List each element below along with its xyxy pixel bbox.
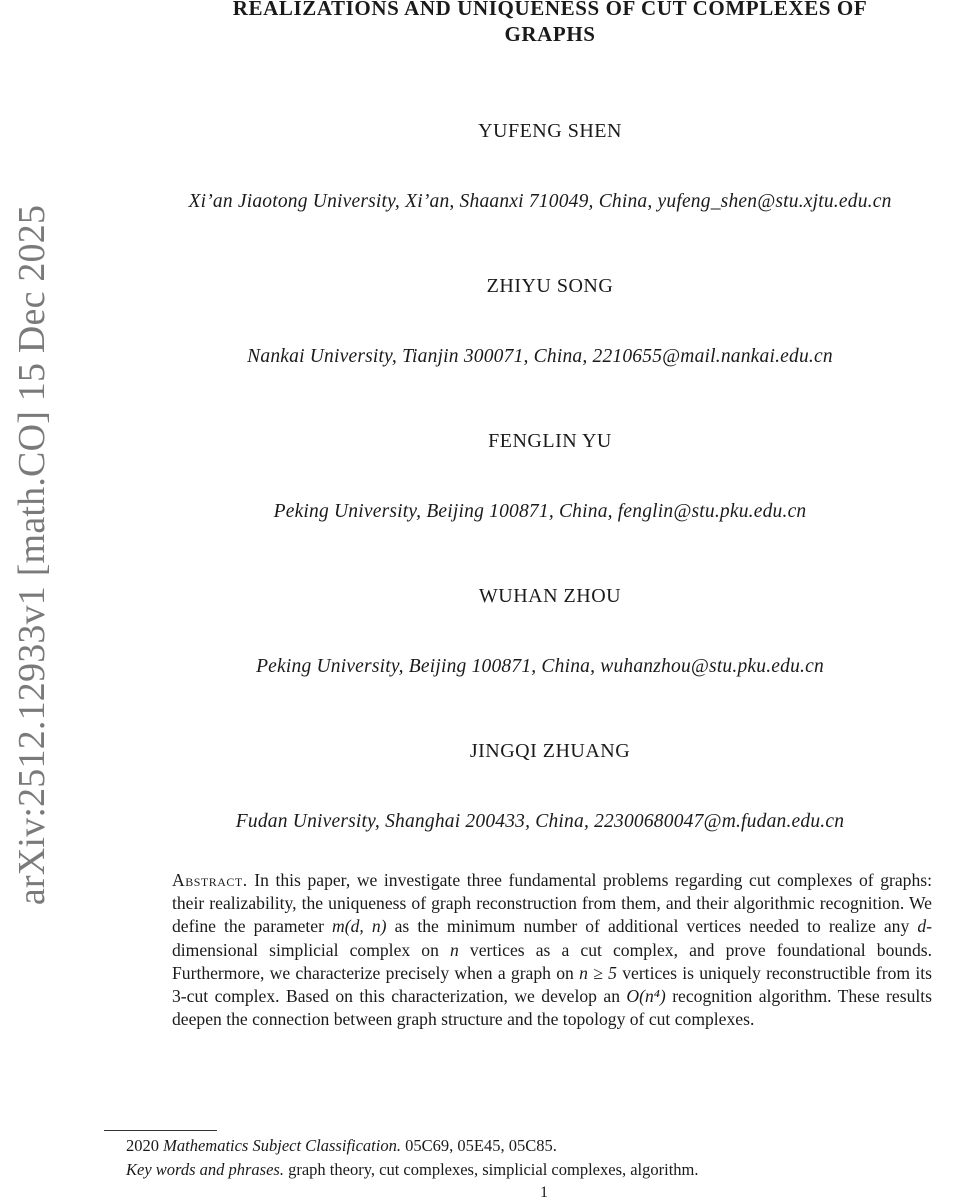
author-affiliation: Xi’an Jiaotong University, Xi’an, Shaanxi 710049, China, yufeng_shen@stu.xjtu.edu.cn: [188, 191, 892, 212]
page-number: 1: [540, 1184, 548, 1201]
title-line-1: REALIZATIONS AND UNIQUENESS OF CUT COMPLEXES OF: [232, 0, 868, 20]
abstract-math: d: [917, 916, 927, 937]
msc-year: 2020: [126, 1136, 159, 1155]
abstract-label: Abstract.: [172, 870, 248, 890]
title-line-2: GRAPHS: [504, 22, 596, 46]
msc-label: Mathematics Subject Classification.: [163, 1136, 401, 1155]
footnote-msc: [104, 1135, 964, 1157]
arxiv-identifier-stamp: arXiv:2512.12933v1 [math.CO] 15 Dec 2025: [11, 204, 53, 906]
abstract: [172, 869, 932, 1031]
author-affiliation: Peking University, Beijing 100871, China, fenglin@stu.pku.edu.cn: [273, 501, 807, 522]
keywords-text: graph theory, cut complexes, simplicial complexes, algorithm.: [288, 1160, 699, 1179]
msc-codes: 05C69, 05E45, 05C85.: [405, 1136, 557, 1155]
author-name: JINGQI ZHUANG: [469, 740, 631, 762]
footnote-keywords: [104, 1159, 964, 1181]
abstract-math: n ≥ 5: [579, 962, 617, 983]
author-name: ZHIYU SONG: [486, 275, 614, 297]
abstract-math: m(d, n): [332, 916, 387, 937]
author-affiliation: Nankai University, Tianjin 300071, China, 2210655@mail.nankai.edu.cn: [247, 346, 833, 367]
abstract-math: n: [450, 939, 459, 960]
abstract-text: vertices is uniquely reconstructible from its 3-cut complex. Based on this characterization, we develop an: [172, 962, 932, 1007]
abstract-text: vertices as a cut complex, and prove foundational bounds. Furthermore, we characterize precisely when a graph on: [172, 939, 932, 983]
author-name: WUHAN ZHOU: [478, 585, 622, 607]
abstract-math: O(n⁴): [626, 986, 666, 1007]
author-name: FENGLIN YU: [488, 430, 612, 452]
author-affiliation: Fudan University, Shanghai 200433, China, 22300680047@m.fudan.edu.cn: [235, 811, 845, 832]
author-name: YUFENG SHEN: [478, 120, 622, 142]
abstract-text: In this paper, we investigate three fundamental problems regarding cut complexes of graphs: their realizability, the uniqueness of graph reconstruction from them, and their algorithmic recognition. We define the parameter: [172, 870, 932, 937]
abstract-text: as the minimum number of additional vertices needed to realize any: [394, 916, 910, 937]
author-affiliation: Peking University, Beijing 100871, China, wuhanzhou@stu.pku.edu.cn: [256, 656, 824, 677]
footnote-rule: [104, 1130, 217, 1131]
abstract-text: recognition algorithm. These results deepen the connection between graph structure and the topology of cut complexes.: [172, 986, 932, 1030]
keywords-label: Key words and phrases.: [126, 1160, 284, 1179]
abstract-text: -dimensional simplicial complex on: [172, 916, 932, 960]
